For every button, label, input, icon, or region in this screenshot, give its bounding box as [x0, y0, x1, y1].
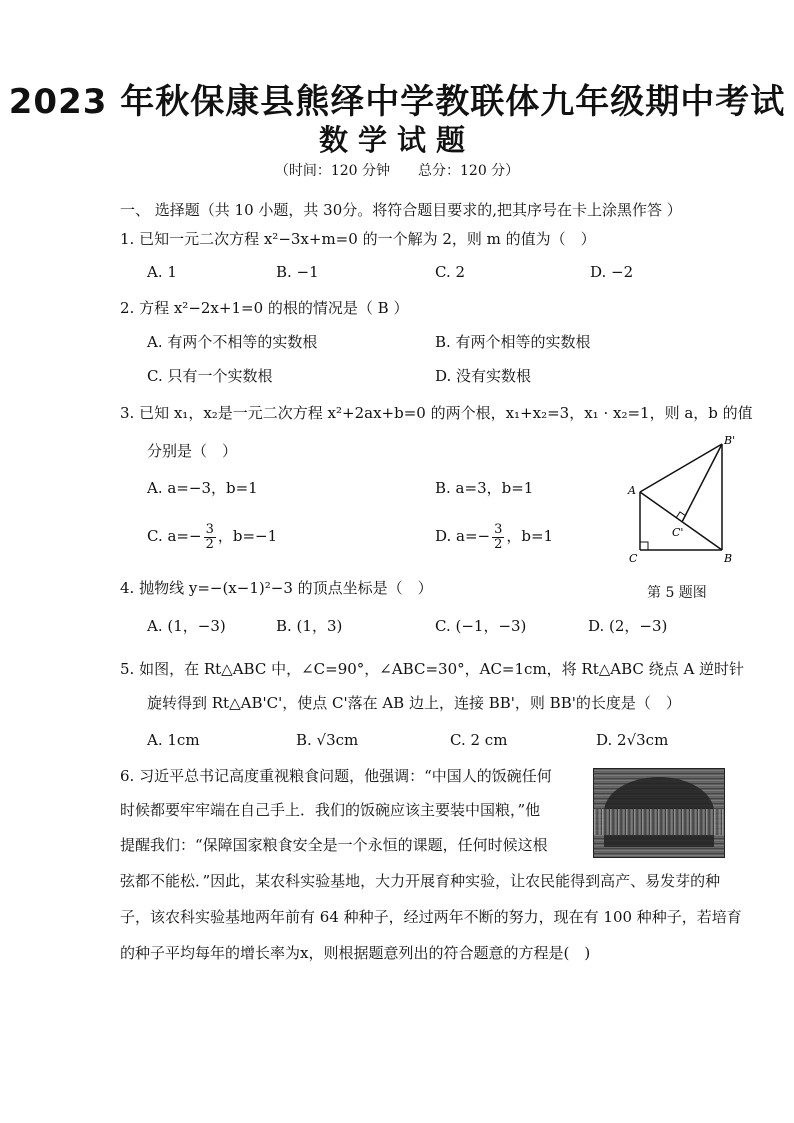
question-6-line-5: 子，该农科实验基地两年前有 64 种种子，经过两年不断的努力，现在有 100 种种子，若培育: [120, 908, 742, 926]
grain-photo-band: [594, 809, 724, 835]
q2-option-c: C. 只有一个实数根: [147, 367, 273, 385]
segment-ab: [640, 492, 722, 550]
question-2: 2. 方程 x²−2x+1=0 的根的情况是（ B ）: [120, 299, 409, 317]
q1-option-a: A. 1: [147, 263, 177, 281]
q3-option-d-fraction: [492, 523, 504, 552]
question-1: 1. 已知一元二次方程 x²−3x+m=0 的一个解为 2，则 m 的值为（ ）: [120, 230, 596, 248]
q3-option-c-denominator: 2: [205, 536, 214, 552]
exam-title: 2023 年秋保康县熊绎中学教联体九年级期中考试: [8, 82, 786, 122]
q3-option-a: A. a=−3，b=1: [147, 479, 258, 497]
q5-option-b: B. √3cm: [296, 731, 359, 749]
label-b: B: [724, 552, 733, 565]
q5-option-d: D. 2√3cm: [596, 731, 669, 749]
exam-subtitle: 数学试题: [318, 123, 475, 157]
q4-option-b: B. (1，3): [276, 617, 343, 635]
q3-option-d-numerator: 3: [494, 521, 503, 537]
q4-option-a: A. (1，−3): [147, 617, 226, 635]
q2-option-a: A. 有两个不相等的实数根: [147, 333, 318, 351]
question-3: 3. 已知 x₁，x₂是一元二次方程 x²+2ax+b=0 的两个根，x₁+x₂=3，x₁ · x₂=1，则 a，b 的值: [120, 404, 753, 422]
q1-option-c: C. 2: [435, 263, 466, 281]
question-3-cont: 分别是（ ）: [147, 442, 238, 460]
q5-option-c: C. 2 cm: [450, 731, 508, 749]
figure-5-diagram: [620, 432, 760, 572]
question-6-line-4: 弦都不能松．”因此，某农科实验基地，大力开展育种实验，让农民能得到高产、易发芽的种: [120, 872, 721, 890]
label-c-prime: C': [672, 526, 684, 539]
q3-option-c-suffix: ，b=−1: [217, 527, 278, 545]
q3-option-d-denominator: 2: [494, 536, 503, 552]
q4-option-c: C. (−1，−3): [435, 617, 527, 635]
figure-5-caption: 第 5 题图: [647, 585, 707, 601]
q3-option-d-prefix: D. a=−: [435, 527, 491, 545]
question-5-cont: 旋转得到 Rt△AB'C'，使点 C'落在 AB 边上，连接 BB'，则 BB'的长度是（ ）: [147, 694, 681, 712]
question-6-line-6: 的种子平均每年的增长率为x，则根据题意列出的符合题意的方程是( ): [120, 944, 591, 962]
label-a: A: [628, 484, 636, 497]
question-6-line-1: 6. 习近平总书记高度重视粮食问题，他强调：“中国人的饭碗任何: [120, 767, 552, 785]
label-c: C: [629, 552, 638, 565]
q2-option-d: D. 没有实数根: [435, 367, 532, 385]
exam-meta: （时间：120 分钟 总分：120 分）: [274, 163, 520, 179]
right-angle-c: [640, 542, 648, 550]
q3-option-c-prefix: C. a=−: [147, 527, 202, 545]
q4-option-d: D. (2，−3): [588, 617, 668, 635]
question-6-line-3: 提醒我们：“保障国家粮食安全是一个永恒的课题，任何时候这根: [120, 836, 548, 854]
q3-option-c: [147, 516, 277, 556]
q3-option-c-numerator: 3: [205, 521, 214, 537]
q1-option-d: D. −2: [590, 263, 634, 281]
section-heading: 一、 选择题（共 10 小题，共 30分。将符合题目要求的,把其序号在卡上涂黑作答 ）: [120, 201, 682, 219]
q5-option-a: A. 1cm: [147, 731, 200, 749]
q3-option-d: [435, 516, 553, 556]
question-4: 4. 抛物线 y=−(x−1)²−3 的顶点坐标是（ ）: [120, 579, 433, 597]
q3-option-b: B. a=3，b=1: [435, 479, 534, 497]
question-5: 5. 如图，在 Rt△ABC 中，∠C=90°，∠ABC=30°，AC=1cm，将 Rt△ABC 绕点 A 逆时针: [120, 660, 745, 678]
q1-option-b: B. −1: [276, 263, 319, 281]
grain-photo: [593, 768, 725, 858]
q3-option-d-suffix: ，b=1: [506, 527, 554, 545]
label-b-prime: B': [724, 434, 736, 447]
q2-option-b: B. 有两个相等的实数根: [435, 333, 591, 351]
question-6-line-2: 时候都要牢牢端在自己手上．我们的饭碗应该主要装中国粮，”他: [120, 801, 541, 819]
q3-option-c-fraction: [204, 523, 216, 552]
